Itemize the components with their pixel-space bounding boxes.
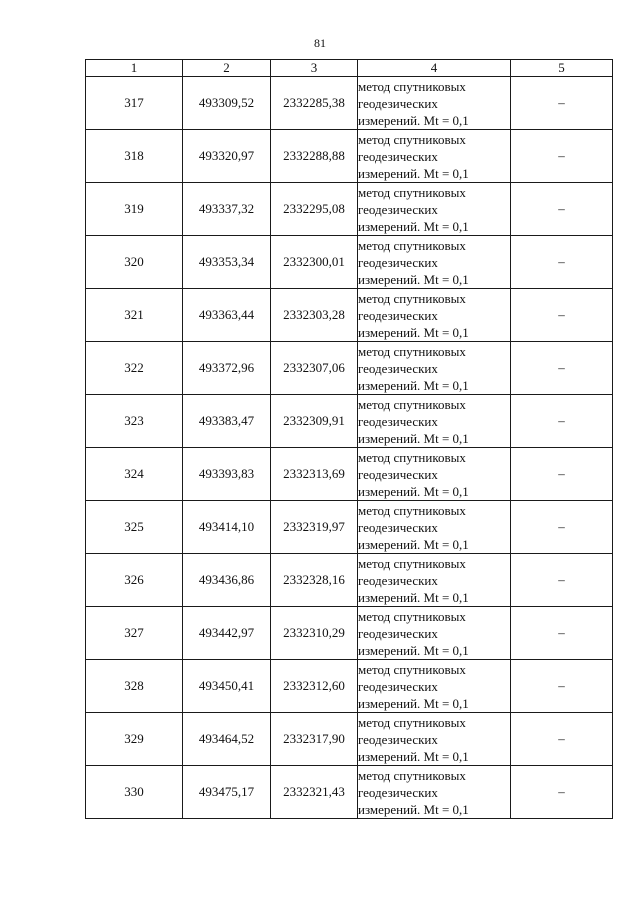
header-row xyxy=(86,60,613,77)
method-cell xyxy=(358,77,511,130)
x-coordinate-cell: 493464,52 xyxy=(183,713,271,766)
y-coordinate-cell: 2332310,29 xyxy=(271,607,358,660)
method-text-line: геодезических xyxy=(358,201,438,217)
coordinates-table xyxy=(85,59,613,819)
error-cell: – xyxy=(511,342,613,395)
method-cell xyxy=(358,660,511,713)
point-number-cell: 327 xyxy=(86,607,183,660)
error-cell: – xyxy=(511,448,613,501)
method-text-line: измерений. Mt = 0,1 xyxy=(358,430,469,446)
method-text-line: геодезических xyxy=(358,625,438,641)
y-coordinate-cell: 2332319,97 xyxy=(271,501,358,554)
method-text-line: метод спутниковых xyxy=(358,78,466,94)
method-text-line: метод спутниковых xyxy=(358,767,466,783)
method-text-line: метод спутниковых xyxy=(358,184,466,200)
y-coordinate-cell: 2332317,90 xyxy=(271,713,358,766)
method-text-line: метод спутниковых xyxy=(358,714,466,730)
method-text-line: геодезических xyxy=(358,307,438,323)
method-cell xyxy=(358,395,511,448)
x-coordinate-cell: 493309,52 xyxy=(183,77,271,130)
method-cell xyxy=(358,501,511,554)
point-number-cell: 326 xyxy=(86,554,183,607)
x-coordinate-cell: 493320,97 xyxy=(183,130,271,183)
x-coordinate-cell: 493353,34 xyxy=(183,236,271,289)
page-number: 81 xyxy=(314,36,326,50)
method-text-line: измерений. Mt = 0,1 xyxy=(358,483,469,499)
table-row xyxy=(86,448,613,501)
point-number-cell: 324 xyxy=(86,448,183,501)
method-cell xyxy=(358,236,511,289)
y-coordinate-cell: 2332309,91 xyxy=(271,395,358,448)
method-text-line: измерений. Mt = 0,1 xyxy=(358,801,469,817)
method-cell xyxy=(358,713,511,766)
error-cell: – xyxy=(511,77,613,130)
method-text-line: измерений. Mt = 0,1 xyxy=(358,165,469,181)
header-col-2: 2 xyxy=(183,60,271,77)
table-row xyxy=(86,501,613,554)
method-text-line: геодезических xyxy=(358,678,438,694)
x-coordinate-cell: 493450,41 xyxy=(183,660,271,713)
method-text-line: геодезических xyxy=(358,360,438,376)
error-cell: – xyxy=(511,554,613,607)
method-cell xyxy=(358,766,511,819)
method-text-line: метод спутниковых xyxy=(358,502,466,518)
method-cell xyxy=(358,448,511,501)
method-cell xyxy=(358,607,511,660)
y-coordinate-cell: 2332307,06 xyxy=(271,342,358,395)
y-coordinate-cell: 2332295,08 xyxy=(271,183,358,236)
table-row xyxy=(86,77,613,130)
method-text-line: измерений. Mt = 0,1 xyxy=(358,218,469,234)
point-number-cell: 318 xyxy=(86,130,183,183)
method-text-line: геодезических xyxy=(358,148,438,164)
method-text-line: измерений. Mt = 0,1 xyxy=(358,695,469,711)
method-text-line: метод спутниковых xyxy=(358,555,466,571)
method-text-line: измерений. Mt = 0,1 xyxy=(358,589,469,605)
method-text-line: геодезических xyxy=(358,254,438,270)
x-coordinate-cell: 493475,17 xyxy=(183,766,271,819)
header-col-4: 4 xyxy=(358,60,511,77)
error-cell: – xyxy=(511,607,613,660)
method-text-line: метод спутниковых xyxy=(358,343,466,359)
point-number-cell: 328 xyxy=(86,660,183,713)
method-text-line: измерений. Mt = 0,1 xyxy=(358,112,469,128)
point-number-cell: 323 xyxy=(86,395,183,448)
method-text-line: измерений. Mt = 0,1 xyxy=(358,377,469,393)
method-text-line: метод спутниковых xyxy=(358,290,466,306)
point-number-cell: 321 xyxy=(86,289,183,342)
method-text-line: геодезических xyxy=(358,572,438,588)
method-text-line: измерений. Mt = 0,1 xyxy=(358,642,469,658)
point-number-cell: 322 xyxy=(86,342,183,395)
point-number-cell: 317 xyxy=(86,77,183,130)
error-cell: – xyxy=(511,713,613,766)
table-row xyxy=(86,607,613,660)
error-cell: – xyxy=(511,130,613,183)
header-col-3: 3 xyxy=(271,60,358,77)
error-cell: – xyxy=(511,501,613,554)
x-coordinate-cell: 493442,97 xyxy=(183,607,271,660)
method-text-line: геодезических xyxy=(358,784,438,800)
x-coordinate-cell: 493383,47 xyxy=(183,395,271,448)
method-cell xyxy=(358,342,511,395)
y-coordinate-cell: 2332303,28 xyxy=(271,289,358,342)
method-text-line: метод спутниковых xyxy=(358,237,466,253)
method-text-line: геодезических xyxy=(358,519,438,535)
table-row xyxy=(86,183,613,236)
x-coordinate-cell: 493414,10 xyxy=(183,501,271,554)
y-coordinate-cell: 2332285,38 xyxy=(271,77,358,130)
table-body xyxy=(86,77,613,819)
method-text-line: метод спутниковых xyxy=(358,396,466,412)
header-col-5: 5 xyxy=(511,60,613,77)
method-cell xyxy=(358,554,511,607)
point-number-cell: 330 xyxy=(86,766,183,819)
y-coordinate-cell: 2332300,01 xyxy=(271,236,358,289)
table-row xyxy=(86,766,613,819)
method-text-line: измерений. Mt = 0,1 xyxy=(358,536,469,552)
x-coordinate-cell: 493393,83 xyxy=(183,448,271,501)
point-number-cell: 320 xyxy=(86,236,183,289)
method-cell xyxy=(358,183,511,236)
method-text-line: геодезических xyxy=(358,95,438,111)
method-text-line: геодезических xyxy=(358,731,438,747)
header-col-1: 1 xyxy=(86,60,183,77)
y-coordinate-cell: 2332313,69 xyxy=(271,448,358,501)
y-coordinate-cell: 2332321,43 xyxy=(271,766,358,819)
table-row xyxy=(86,130,613,183)
method-text-line: измерений. Mt = 0,1 xyxy=(358,748,469,764)
point-number-cell: 319 xyxy=(86,183,183,236)
method-text-line: геодезических xyxy=(358,413,438,429)
error-cell: – xyxy=(511,766,613,819)
table-row xyxy=(86,554,613,607)
table-row xyxy=(86,289,613,342)
x-coordinate-cell: 493372,96 xyxy=(183,342,271,395)
x-coordinate-cell: 493337,32 xyxy=(183,183,271,236)
method-cell xyxy=(358,289,511,342)
error-cell: – xyxy=(511,289,613,342)
table-row xyxy=(86,342,613,395)
x-coordinate-cell: 493363,44 xyxy=(183,289,271,342)
x-coordinate-cell: 493436,86 xyxy=(183,554,271,607)
error-cell: – xyxy=(511,660,613,713)
method-text-line: геодезических xyxy=(358,466,438,482)
method-text-line: метод спутниковых xyxy=(358,449,466,465)
table-row xyxy=(86,660,613,713)
method-text-line: измерений. Mt = 0,1 xyxy=(358,324,469,340)
method-text-line: метод спутниковых xyxy=(358,661,466,677)
point-number-cell: 325 xyxy=(86,501,183,554)
table-row xyxy=(86,713,613,766)
y-coordinate-cell: 2332288,88 xyxy=(271,130,358,183)
table-row xyxy=(86,236,613,289)
method-text-line: метод спутниковых xyxy=(358,608,466,624)
error-cell: – xyxy=(511,183,613,236)
method-text-line: измерений. Mt = 0,1 xyxy=(358,271,469,287)
method-cell xyxy=(358,130,511,183)
error-cell: – xyxy=(511,236,613,289)
y-coordinate-cell: 2332312,60 xyxy=(271,660,358,713)
method-text-line: метод спутниковых xyxy=(358,131,466,147)
table-row xyxy=(86,395,613,448)
y-coordinate-cell: 2332328,16 xyxy=(271,554,358,607)
error-cell: – xyxy=(511,395,613,448)
point-number-cell: 329 xyxy=(86,713,183,766)
